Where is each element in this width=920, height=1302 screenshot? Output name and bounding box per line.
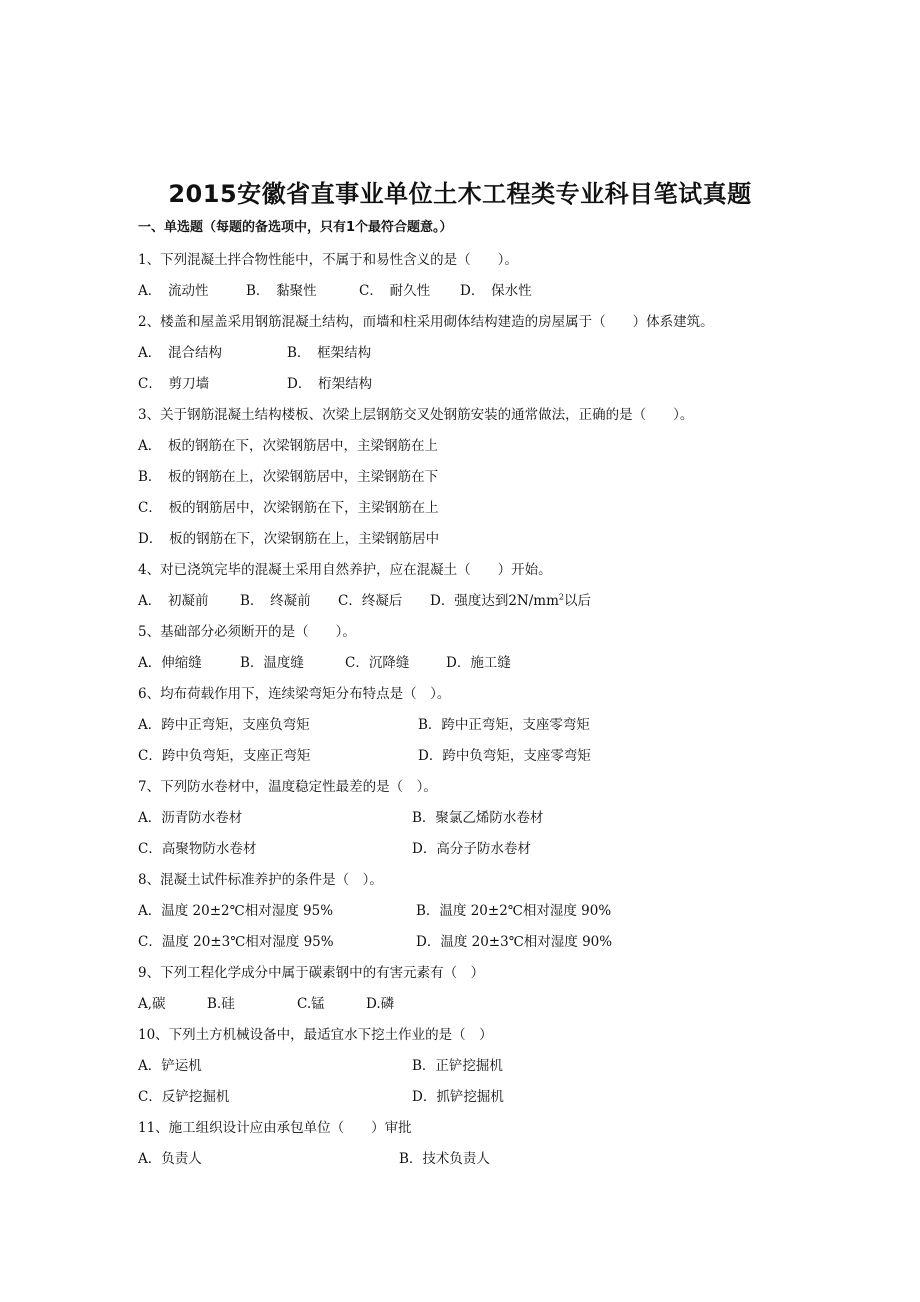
question-stem: 11、施工组织设计应由承包单位（ ）审批 <box>138 1120 412 1136</box>
question-stem: 5、基础部分必须断开的是（ ）。 <box>138 624 356 640</box>
option-b: B．技术负责人 <box>399 1151 490 1167</box>
question-stem: 6、均布荷载作用下，连续梁弯矩分布特点是（ ）。 <box>138 686 451 702</box>
option-d: D．跨中负弯矩，支座零弯矩 <box>418 748 591 764</box>
option-a: A． 混合结构 <box>138 345 222 361</box>
option-a: A．铲运机 <box>138 1058 202 1074</box>
option-c: C.锰 <box>297 996 325 1012</box>
option-d: D． 桁架结构 <box>287 376 373 392</box>
page-title: 2015安徽省直事业单位土木工程类专业科目笔试真题 <box>168 180 752 208</box>
option-b: B．温度缝 <box>240 655 304 671</box>
option-c: C．温度 20±3℃相对湿度 95% <box>138 934 334 950</box>
option-b: B． 黏聚性 <box>246 283 317 299</box>
option-a: A．温度 20±2℃相对湿度 95% <box>138 903 334 919</box>
question-stem: 4、对已浇筑完毕的混凝土采用自然养护，应在混凝土（ ）开始。 <box>138 562 552 578</box>
option-c: C．跨中负弯矩，支座正弯矩 <box>138 748 311 764</box>
option-a: A． 板的钢筋在下，次梁钢筋居中，主梁钢筋在上 <box>138 438 438 454</box>
option-d: D．抓铲挖掘机 <box>412 1089 504 1105</box>
question-stem: 10、下列土方机械设备中，最适宜水下挖土作业的是（ ） <box>138 1027 493 1043</box>
option-c: C．沉降缝 <box>345 655 410 671</box>
question-stem: 9、下列工程化学成分中属于碳素钢中的有害元素有（ ） <box>138 965 485 981</box>
section-heading: 一、单选题（每题的备选项中，只有1个最符合题意。） <box>138 220 453 235</box>
option-a: A．沥青防水卷材 <box>138 810 243 826</box>
option-d: D．高分子防水卷材 <box>412 841 531 857</box>
option-b: B． 板的钢筋在上，次梁钢筋居中，主梁钢筋在下 <box>138 469 439 485</box>
option-a: A． 初凝前 <box>138 593 209 609</box>
question-stem: 8、混凝土试件标准养护的条件是（ ）。 <box>138 872 383 888</box>
question-stem: 1、下列混凝土拌合物性能中，不属于和易性含义的是（ ）。 <box>138 252 518 268</box>
option-b: B．聚氯乙烯防水卷材 <box>412 810 544 826</box>
option-d: D． 板的钢筋在下，次梁钢筋在上，主梁钢筋居中 <box>138 531 440 547</box>
option-a: A．跨中正弯矩，支座负弯矩 <box>138 717 310 733</box>
option-d: D．温度 20±3℃相对湿度 90% <box>416 934 613 950</box>
option-c: C． 板的钢筋居中，次梁钢筋在下，主梁钢筋在上 <box>138 500 439 516</box>
option-a: A．负责人 <box>138 1151 202 1167</box>
option-d <box>430 589 591 609</box>
option-d-suffix: 以后 <box>563 593 591 609</box>
option-b: B.硅 <box>207 996 235 1012</box>
option-b: B．温度 20±2℃相对湿度 90% <box>416 903 612 919</box>
option-d-text: D．强度达到2N/mm <box>430 593 559 609</box>
question-stem: 2、楼盖和屋盖采用钢筋混凝土结构，而墙和柱采用砌体结构建造的房屋属于（ ）体系建筑。 <box>138 314 714 330</box>
option-b: B． 终凝前 <box>240 593 311 609</box>
option-d: D．施工缝 <box>446 655 511 671</box>
option-b: B．正铲挖掘机 <box>412 1058 503 1074</box>
option-c: C．反铲挖掘机 <box>138 1089 230 1105</box>
option-c: C． 剪刀墙 <box>138 376 210 392</box>
option-a: A． 流动性 <box>138 283 209 299</box>
question-stem: 3、关于钢筋混凝土结构楼板、次梁上层钢筋交叉处钢筋安装的通常做法，正确的是（ ）。 <box>138 407 694 423</box>
option-d: D.磷 <box>366 996 395 1012</box>
option-b: B． 框架结构 <box>287 345 372 361</box>
option-c: C．高聚物防水卷材 <box>138 841 257 857</box>
option-c: C．终凝后 <box>338 593 403 609</box>
option-a: A,碳 <box>138 996 166 1012</box>
option-d: D． 保水性 <box>460 283 532 299</box>
option-a: A．伸缩缝 <box>138 655 202 671</box>
question-stem: 7、下列防水卷材中，温度稳定性最差的是（ ）。 <box>138 779 437 795</box>
option-b: B．跨中正弯矩，支座零弯矩 <box>418 717 590 733</box>
superscript: 2 <box>558 592 564 602</box>
option-c: C． 耐久性 <box>359 283 431 299</box>
